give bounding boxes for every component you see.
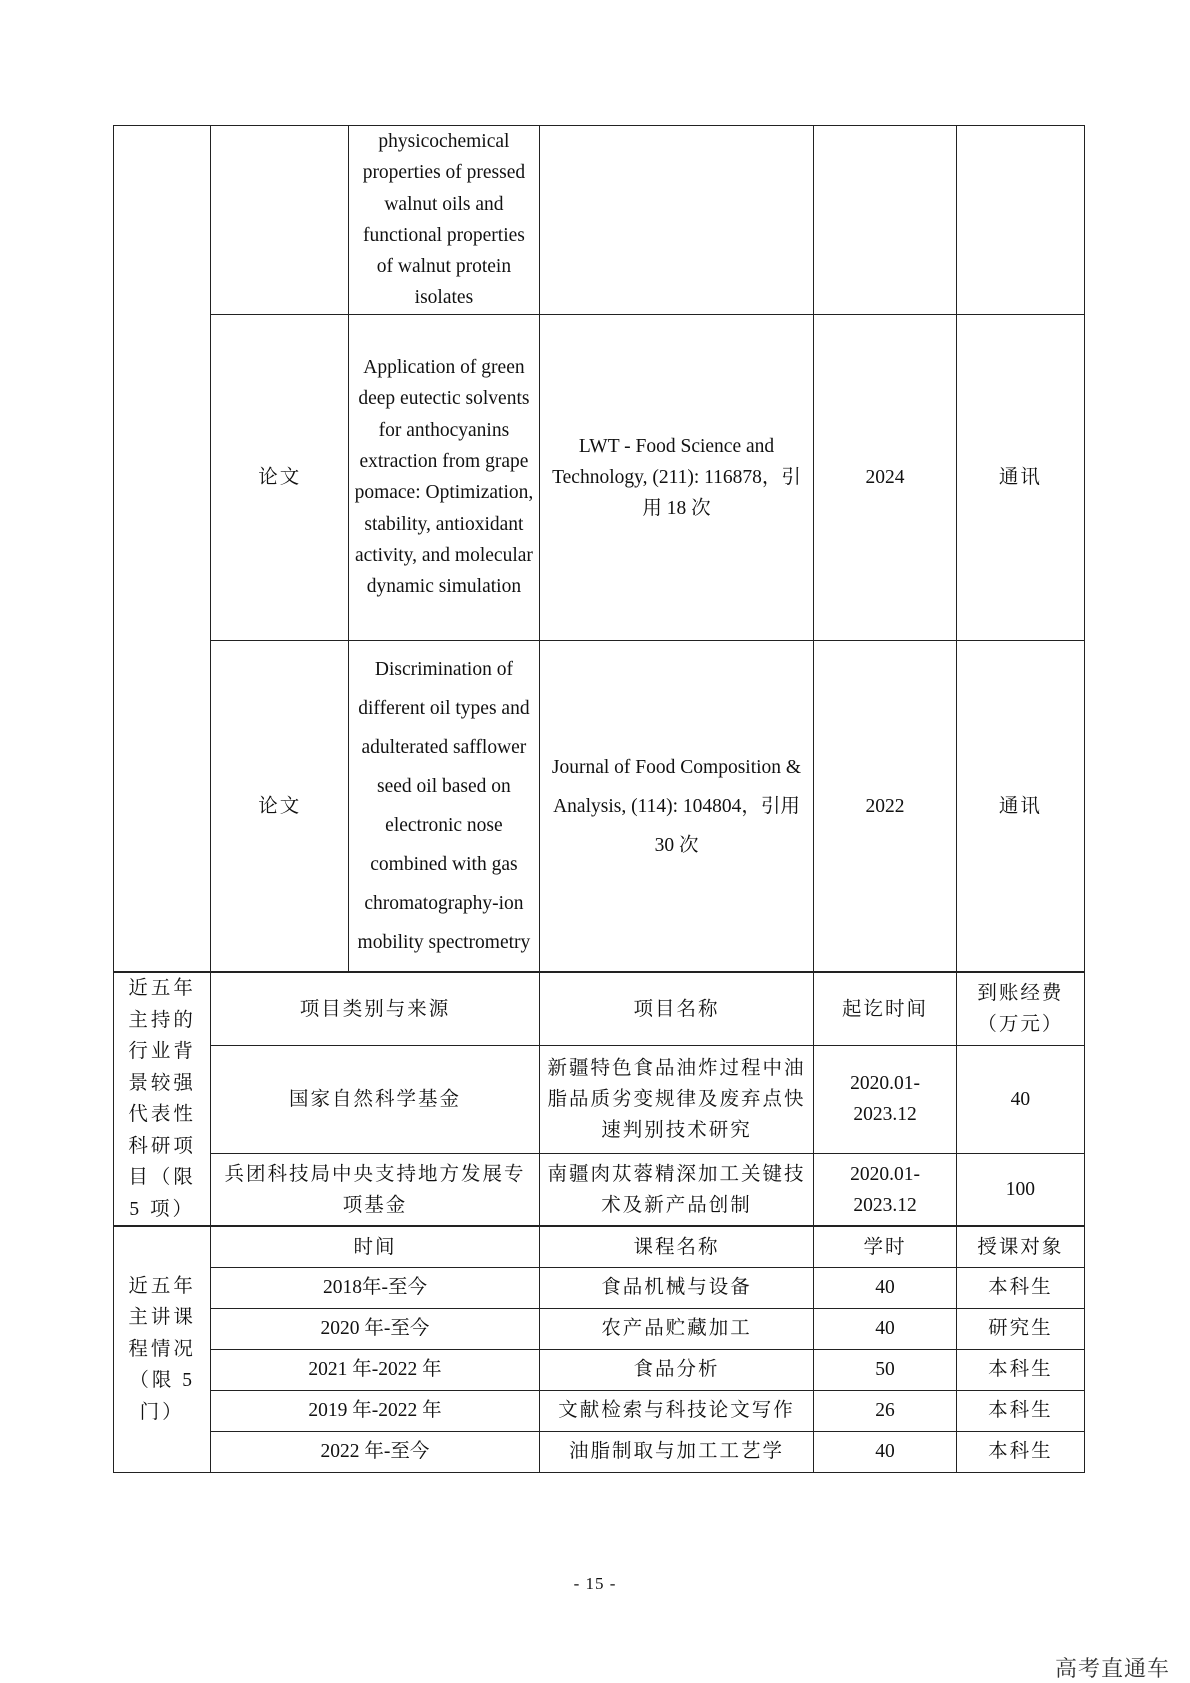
project-row — [114, 1153, 1085, 1226]
course-audience: 本科生 — [956, 1390, 1084, 1431]
watermark-text: 高考直通车 — [1054, 1657, 1170, 1682]
course-audience: 本科生 — [956, 1349, 1084, 1390]
project-funding-header: 到账经费（万元） — [956, 972, 1084, 1045]
paper-journal: Journal of Food Composition & Analysis, (114): 104804，引用 30 次 — [539, 640, 814, 972]
course-audience: 本科生 — [956, 1431, 1084, 1472]
paper-role — [956, 126, 1084, 315]
paper-row — [114, 126, 1085, 315]
course-name-header: 课程名称 — [539, 1226, 814, 1267]
paper-title: Discrimination of different oil types and adulterated safflower seed oil based on electronic nose combined with gas chromatography-ion mobility spectrometry — [349, 640, 539, 972]
paper-year: 2022 — [814, 640, 956, 972]
paper-title: physicochemical properties of pressed walnut oils and functional properties of walnut protein isolates — [349, 126, 539, 315]
projects-header-row — [114, 972, 1085, 1045]
course-time-header: 时间 — [211, 1226, 539, 1267]
paper-journal — [539, 126, 814, 315]
project-category: 兵团科技局中央支持地方发展专项基金 — [211, 1153, 539, 1226]
paper-type: 论文 — [211, 314, 349, 640]
paper-role: 通讯 — [956, 640, 1084, 972]
project-period-header: 起讫时间 — [814, 972, 956, 1045]
course-hours: 40 — [814, 1267, 956, 1308]
paper-role: 通讯 — [956, 314, 1084, 640]
course-time: 2019 年-2022 年 — [211, 1390, 539, 1431]
courses-header-row — [114, 1226, 1085, 1267]
course-hours-header: 学时 — [814, 1226, 956, 1267]
paper-title: Application of green deep eutectic solvents for anthocyanins extraction from grape pomace: Optimization, stability, antioxidant activity, and molecular dynamic simulation — [349, 314, 539, 640]
project-row — [114, 1045, 1085, 1153]
course-audience: 本科生 — [956, 1267, 1084, 1308]
course-row — [114, 1308, 1085, 1349]
achievement-table — [113, 125, 1085, 1473]
course-time: 2021 年-2022 年 — [211, 1349, 539, 1390]
project-funding: 100 — [956, 1153, 1084, 1226]
course-name: 食品机械与设备 — [539, 1267, 814, 1308]
projects-section-label: 近五年主持的行业背景较强代表性科研项目（限 5 项） — [114, 972, 211, 1226]
course-name: 食品分析 — [539, 1349, 814, 1390]
project-period: 2020.01-2023.12 — [814, 1153, 956, 1226]
course-audience-header: 授课对象 — [956, 1226, 1084, 1267]
course-hours: 50 — [814, 1349, 956, 1390]
courses-section-label: 近五年主讲课程情况（限 5 门） — [114, 1226, 211, 1472]
papers-section-label — [114, 126, 211, 973]
course-time: 2018年-至今 — [211, 1267, 539, 1308]
project-name: 新疆特色食品油炸过程中油脂品质劣变规律及废弃点快速判别技术研究 — [539, 1045, 814, 1153]
course-row — [114, 1349, 1085, 1390]
project-category-header: 项目类别与来源 — [211, 972, 539, 1045]
course-row — [114, 1267, 1085, 1308]
course-hours: 26 — [814, 1390, 956, 1431]
project-funding: 40 — [956, 1045, 1084, 1153]
course-name: 油脂制取与加工工艺学 — [539, 1431, 814, 1472]
paper-row — [114, 640, 1085, 972]
paper-type: 论文 — [211, 640, 349, 972]
course-time: 2022 年-至今 — [211, 1431, 539, 1472]
paper-row — [114, 314, 1085, 640]
project-period: 2020.01-2023.12 — [814, 1045, 956, 1153]
paper-type — [211, 126, 349, 315]
project-name: 南疆肉苁蓉精深加工关键技术及新产品创制 — [539, 1153, 814, 1226]
course-hours: 40 — [814, 1308, 956, 1349]
course-name: 农产品贮藏加工 — [539, 1308, 814, 1349]
project-category: 国家自然科学基金 — [211, 1045, 539, 1153]
course-audience: 研究生 — [956, 1308, 1084, 1349]
course-name: 文献检索与科技论文写作 — [539, 1390, 814, 1431]
course-time: 2020 年-至今 — [211, 1308, 539, 1349]
project-name-header: 项目名称 — [539, 972, 814, 1045]
course-hours: 40 — [814, 1431, 956, 1472]
course-row — [114, 1431, 1085, 1472]
paper-year — [814, 126, 956, 315]
page-number: - 15 - — [573, 1574, 617, 1593]
paper-journal: LWT - Food Science and Technology, (211): 116878，引用 18 次 — [539, 314, 814, 640]
paper-year: 2024 — [814, 314, 956, 640]
course-row — [114, 1390, 1085, 1431]
